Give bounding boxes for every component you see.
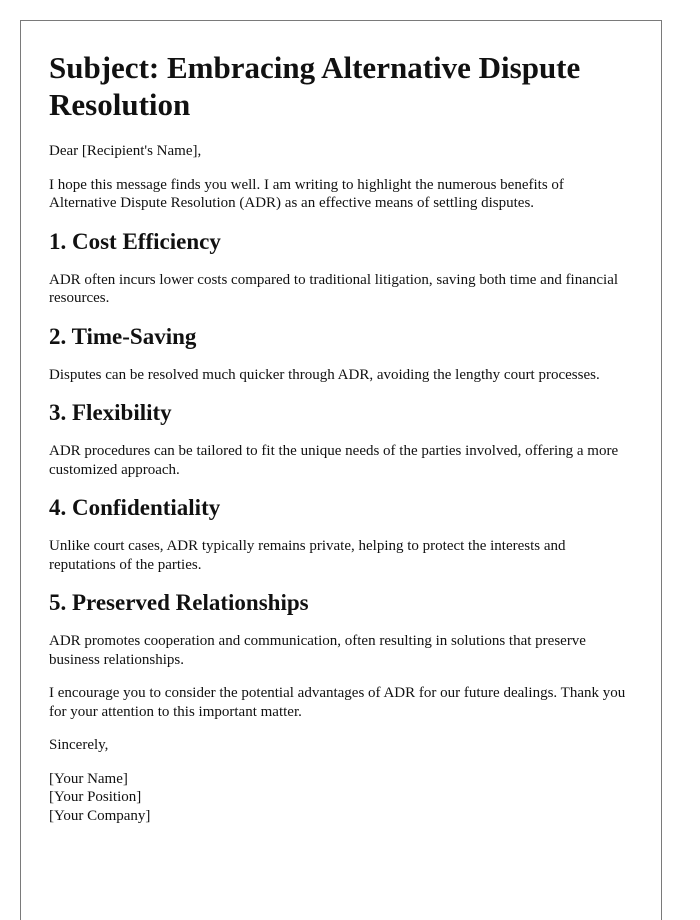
closing-paragraph: I encourage you to consider the potential advantages of ADR for our future dealings. Thank you for your attention to this important matter. <box>49 685 626 720</box>
section-heading-preserved-relationships: 5. Preserved Relationships <box>49 590 309 615</box>
letter-page <box>20 20 662 920</box>
section-body-flexibility: ADR procedures can be tailored to fit the unique needs of the parties involved, offering a more customized approach. <box>49 443 619 478</box>
section-body-preserved-relationships: ADR promotes cooperation and communication, often resulting in solutions that preserve business relationships. <box>49 633 586 668</box>
section-heading-cost-efficiency: 1. Cost Efficiency <box>49 228 221 254</box>
sign-off: Sincerely, <box>49 737 109 753</box>
intro-paragraph: I hope this message finds you well. I am writing to highlight the numerous benefits of Alternative Dispute Resolution (ADR) as an effective means of settling disputes. <box>49 176 564 211</box>
section-heading-confidentiality: 4. Confidentiality <box>49 495 221 520</box>
section-heading-time-saving: 2. Time-Saving <box>49 323 197 349</box>
section-body-time-saving: Disputes can be resolved much quicker through ADR, avoiding the lengthy court processes. <box>49 366 600 383</box>
signature-block <box>49 770 633 826</box>
signature-name: [Your Name] <box>49 770 128 787</box>
signature-company: [Your Company] <box>49 807 151 824</box>
signature-position: [Your Position] <box>49 789 142 805</box>
section-heading-flexibility: 3. Flexibility <box>49 400 172 425</box>
section-body-confidentiality: Unlike court cases, ADR typically remains private, helping to protect the interests and reputations of the parties. <box>49 538 566 573</box>
letter-subject: Subject: Embracing Alternative Dispute Resolution <box>49 50 581 122</box>
section-body-cost-efficiency: ADR often incurs lower costs compared to traditional litigation, saving both time and financial resources. <box>49 271 619 306</box>
salutation: Dear [Recipient's Name], <box>49 143 202 159</box>
